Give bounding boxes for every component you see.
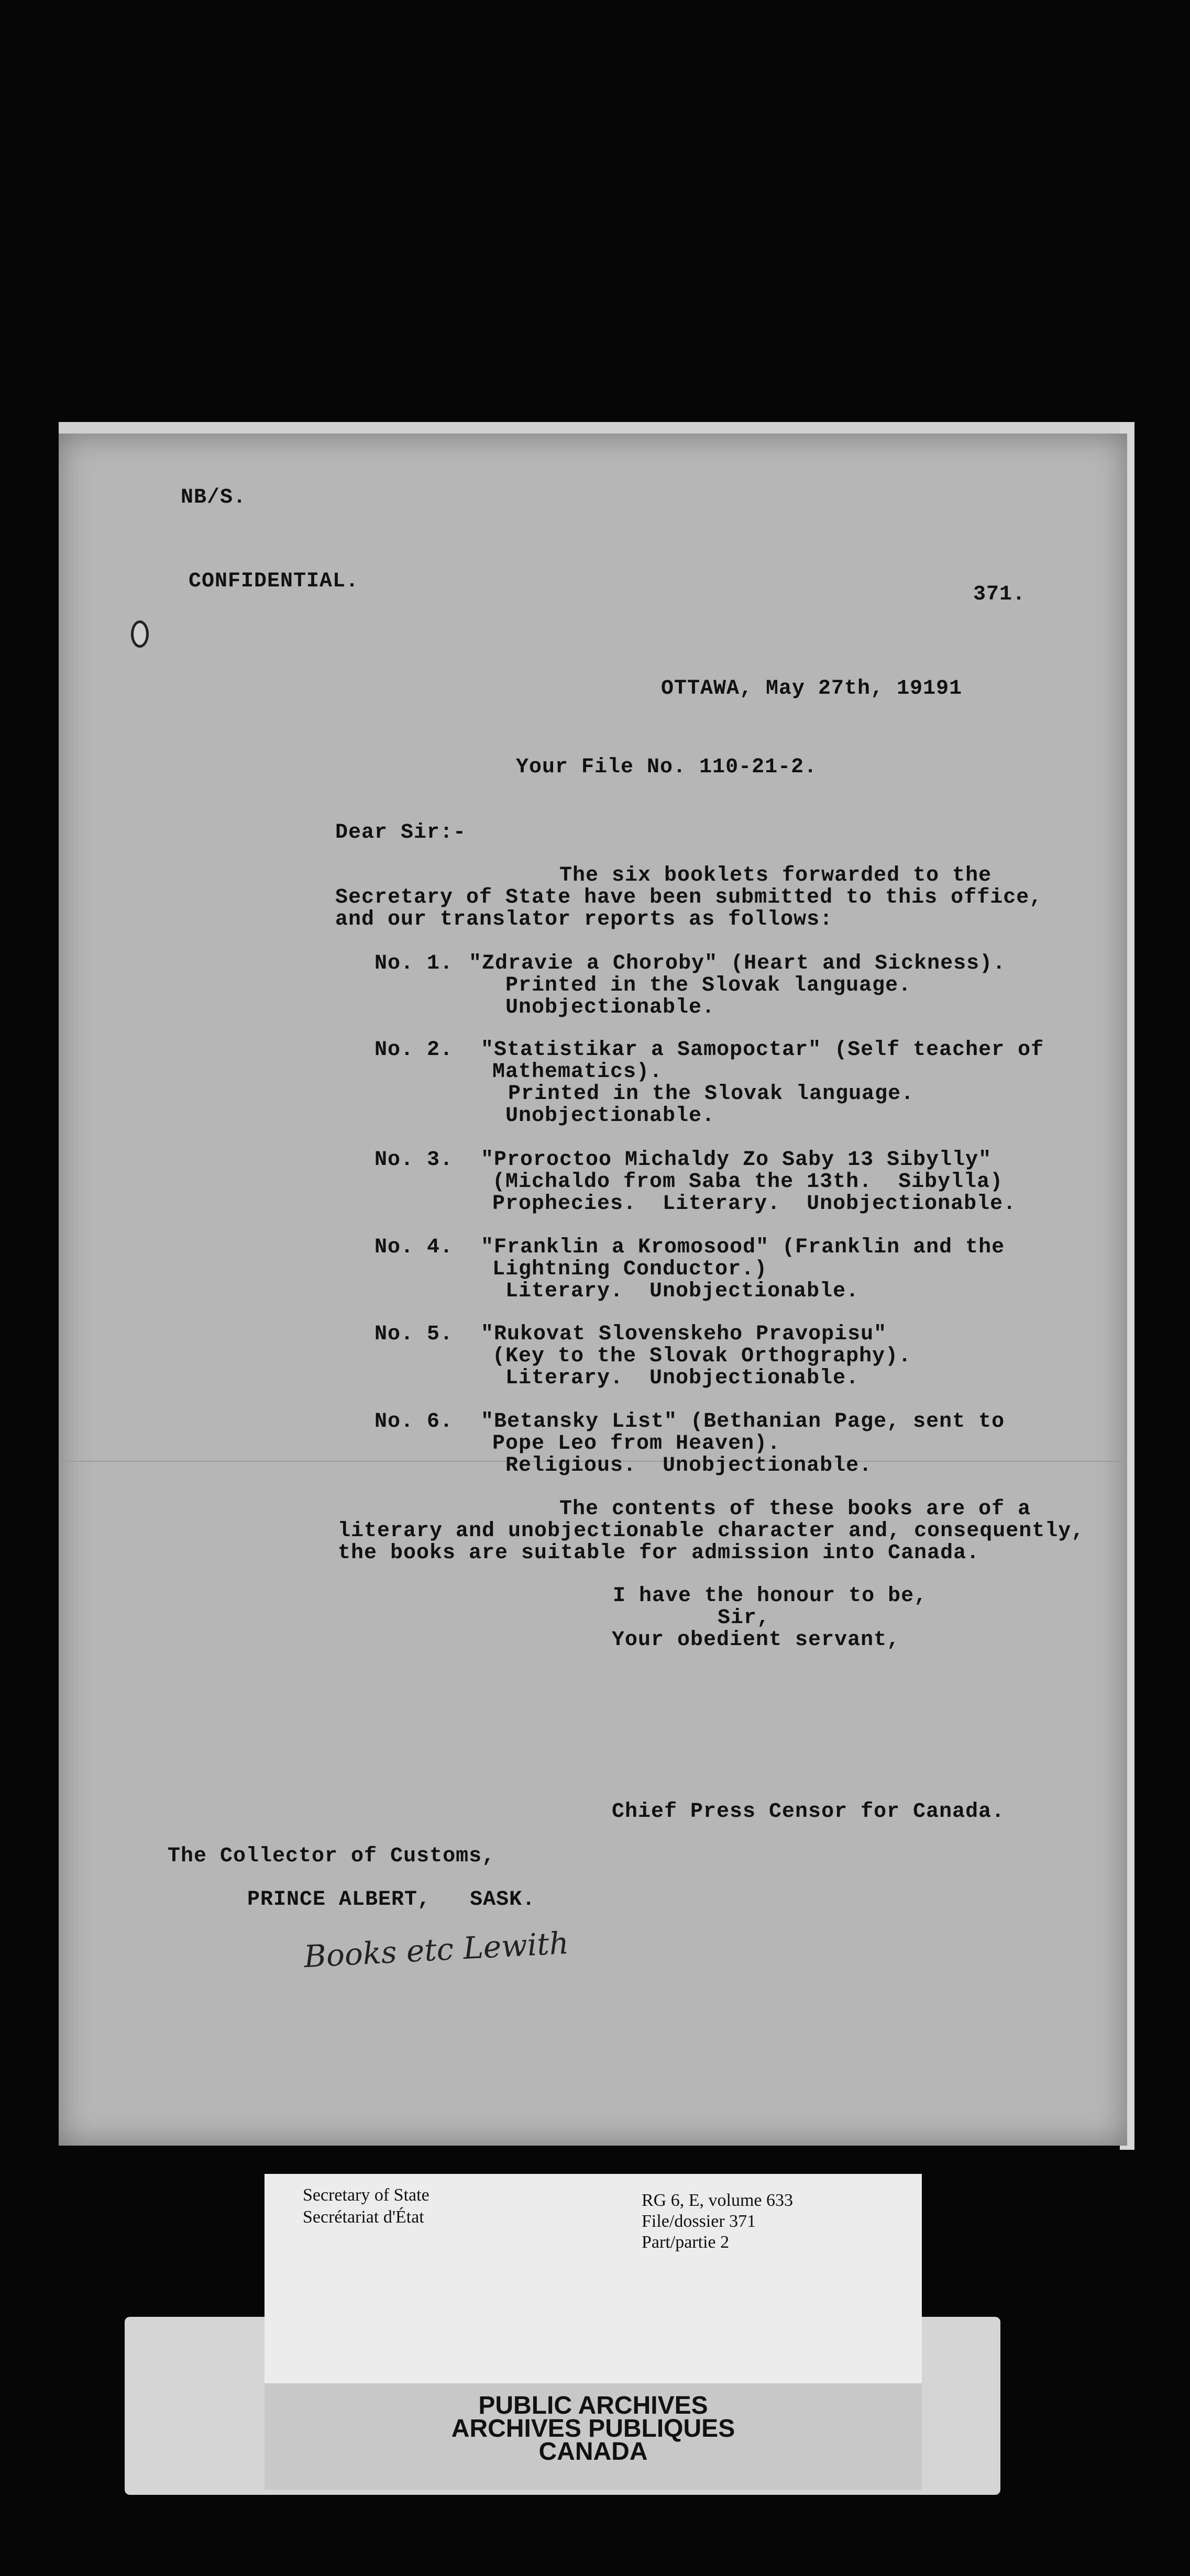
item-line: Literary. Unobjectionable. — [505, 1280, 860, 1303]
page-number: 371. — [973, 583, 1026, 606]
item-line: Pope Leo from Heaven). — [492, 1432, 781, 1456]
intro-line: The six booklets forwarded to the — [559, 864, 992, 887]
item-number: No. 5. — [374, 1323, 454, 1346]
punch-hole — [131, 620, 149, 648]
item-number: No. 4. — [374, 1236, 454, 1259]
item-line: Printed in the Slovak language. — [505, 974, 912, 997]
item-number: No. 6. — [374, 1410, 454, 1434]
archive-sign-line: ARCHIVES PUBLIQUES — [451, 2415, 735, 2442]
handwritten-note: Books etc Lewith — [303, 1925, 570, 1975]
item-line: "Franklin a Kromosood" (Franklin and the — [481, 1236, 1005, 1259]
intro-line: and our translator reports as follows: — [335, 908, 833, 931]
item-line: "Rukovat Slovenskeho Pravopisu" — [481, 1323, 887, 1346]
department-french: Secrétariat d'État — [303, 2207, 424, 2227]
item-line: Prophecies. Literary. Unobjectionable. — [492, 1192, 1017, 1216]
conclusion-line: the books are suitable for admission into Canada. — [338, 1541, 980, 1565]
item-line: Printed in the Slovak language. — [508, 1082, 914, 1106]
place-date: OTTAWA, May 27th, 19191 — [661, 677, 963, 701]
recipient-place: PRINCE ALBERT, SASK. — [247, 1888, 536, 1912]
archive-reference: RG 6, E, volume 633 — [642, 2191, 793, 2210]
item-line: "Proroctoo Michaldy Zo Saby 13 Sibylly" — [481, 1148, 992, 1172]
intro-line: Secretary of State have been submitted to this office, — [335, 886, 1043, 909]
closing-line: Sir, — [718, 1606, 770, 1630]
item-number: No. 3. — [374, 1148, 454, 1172]
conclusion-line: literary and unobjectionable character and, consequently, — [338, 1519, 1085, 1543]
archive-sign-line: CANADA — [538, 2438, 648, 2466]
item-line: "Zdravie a Choroby" (Heart and Sickness). — [469, 952, 1006, 975]
closing-line: I have the honour to be, — [613, 1584, 928, 1608]
item-line: Literary. Unobjectionable. — [505, 1367, 860, 1390]
letter-top-edge — [59, 422, 1132, 435]
salutation: Dear Sir:- — [335, 821, 467, 845]
item-line: Unobjectionable. — [505, 996, 715, 1019]
item-line: Mathematics). — [492, 1060, 663, 1084]
item-line: (Michaldo from Saba the 13th. Sibylla) — [492, 1170, 1004, 1194]
archive-part: Part/partie 2 — [642, 2233, 730, 2252]
archive-sign-line: PUBLIC ARCHIVES — [478, 2392, 708, 2419]
closing-line: Your obedient servant, — [612, 1628, 900, 1652]
item-line: "Betansky List" (Bethanian Page, sent to — [481, 1410, 1005, 1434]
conclusion-line: The contents of these books are of a — [559, 1497, 1031, 1521]
item-line: Unobjectionable. — [505, 1104, 715, 1128]
your-file-reference: Your File No. 110-21-2. — [516, 756, 818, 779]
classification-label: CONFIDENTIAL. — [189, 570, 359, 593]
item-number: No. 2. — [374, 1038, 454, 1062]
reference-initials: NB/S. — [181, 486, 247, 509]
item-number: No. 1. — [374, 952, 454, 975]
department-english: Secretary of State — [303, 2185, 429, 2205]
item-line: Lightning Conductor.) — [492, 1258, 768, 1281]
archive-file: File/dossier 371 — [642, 2212, 756, 2231]
item-line: "Statistikar a Samopoctar" (Self teacher of — [481, 1038, 1044, 1062]
signatory-title: Chief Press Censor for Canada. — [612, 1800, 1005, 1824]
item-line: (Key to the Slovak Orthography). — [492, 1345, 912, 1368]
item-line: Religious. Unobjectionable. — [505, 1454, 873, 1478]
recipient: The Collector of Customs, — [168, 1845, 495, 1868]
